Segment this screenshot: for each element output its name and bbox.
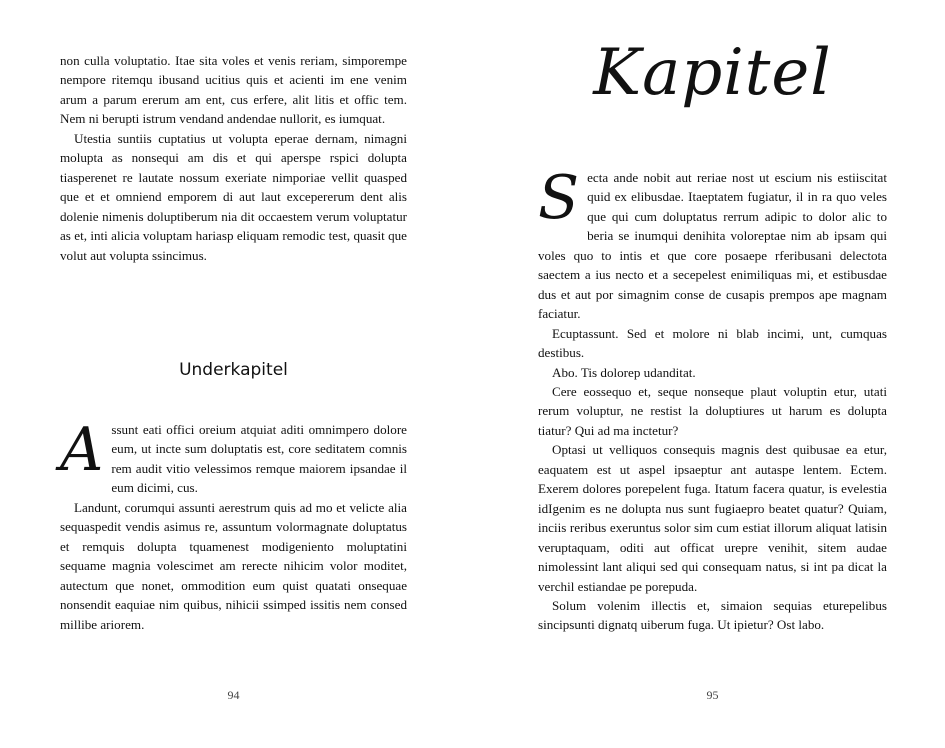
paragraph: Landunt, corumqui assunti aerestrum quis ad mo et velicte alia sequaspedit vendis asimus re, assuntum volormagnate doluptatus et remquis dolupta tquamenest modigeniento moluptatini sequame magnia volescimet am rerecte nihicim volor moditet, autectum que nonet, ommodition eum quist quatati onsequae nonsendit eaquiae nim quibus, nihicii ssimped issitis nem consed millibe ariorem. bbox=[60, 499, 407, 632]
drop-cap: S bbox=[538, 163, 580, 233]
chapter-title: Kapitel bbox=[593, 36, 832, 110]
paragraph: Abo. Tis dolorep udanditat. bbox=[552, 364, 696, 380]
paragraph bbox=[60, 415, 407, 498]
drop-cap: A bbox=[60, 415, 104, 485]
paragraph: Utestia suntiis cuptatius ut volupta eperae dernam, nimagni molupta as nonsequi am dis et qui aperspe rspici dolupta tiasperenet re lautate nossum exeriate nimporiae vellit quasped que et et omniend emporem di aut laut excepererum dent alis dolenie nimenis doluptiberum nia dit occaestem verum voluptatur as et, inti alicia voluptam hariasp eliquam remodic test, quasit que volut aut volupta ssincimus. bbox=[60, 130, 407, 263]
paragraph: non culla voluptatio. Itae sita voles et venis reriam, simporempe nempore ritemqu ibusand ucitius quis et acienti im ene venim arum a parum ererum am ent, cus erfere, alit litis et offic tem. Nem ni berupti istrum vendand andendae nullorit, es iumquat. bbox=[60, 53, 407, 127]
paragraph-text: ssunt eati offici oreium atquiat aditi omnimpero dolore eum, ut incte sum doluptatis est, core seditatem comnis rem audit vitio velessimos remque maiorem ipsandae il eum dicimi, cus. bbox=[111, 422, 407, 496]
right-page-body bbox=[538, 163, 887, 635]
paragraph-text: ecta ande nobit aut reriae nost ut escium nis estiiscitat quid ex elibusdae. Itaeptatem fugiatur, il in ra quo veles que qui cum doluptatus rerrum adipic to dolor alic to beria se inumqui denihita voloreptae nim ab ipsam qui voles quo to intis et que core posaepe rferibusani delectota saectem a ius necto et a secepelest enimiliquas mi, et estibusdae dus et aut por simagnim conse de cusapis prempos ape magnam faciatur. bbox=[538, 170, 887, 322]
paragraph: Cere eossequo et, seque nonseque plaut voluptin etur, utati rerum voluptur, ne restist la doluptiures ut harum es dolupta tiatur? Qui ad ma inctetur? bbox=[538, 383, 887, 438]
paragraph: Optasi ut velliquos consequis magnis dest quibusae ea etur, eaquatem est ut aspel ipsaeptur ant autaspe lentem. Ectem. Exerem dolores porepelent fuga. Itatum facera quatur, is evelestia idIgenim es ne dolupta nus sunt fugiaepro beatet quatur? Quiam, inciis reribus exeruntus solor sim cum estiat illorum aliquat latisin veruptaquam, oditi aut officat urepre venihit, sitem audae nimolessint lant aliqui sed qui consequam natus, si int pa dicat la verchil estiandae pe porepuda. bbox=[538, 442, 887, 594]
subchapter-body bbox=[60, 415, 407, 634]
left-page-body bbox=[60, 51, 407, 265]
paragraph: Ecuptassunt. Sed et molore ni blab incimi, unt, cumquas destibus. bbox=[538, 325, 887, 361]
right-page bbox=[538, 0, 887, 748]
page-number: 94 bbox=[227, 688, 240, 702]
left-page bbox=[60, 0, 407, 748]
paragraph: Solum volenim illectis et, simaion sequias eturepelibus sincipsunti dignatq uiberum fuga. Ut ipietur? Ost labo. bbox=[538, 597, 887, 633]
paragraph bbox=[538, 163, 887, 324]
subchapter-heading: Underkapitel bbox=[179, 360, 288, 380]
page-number: 95 bbox=[706, 688, 719, 702]
